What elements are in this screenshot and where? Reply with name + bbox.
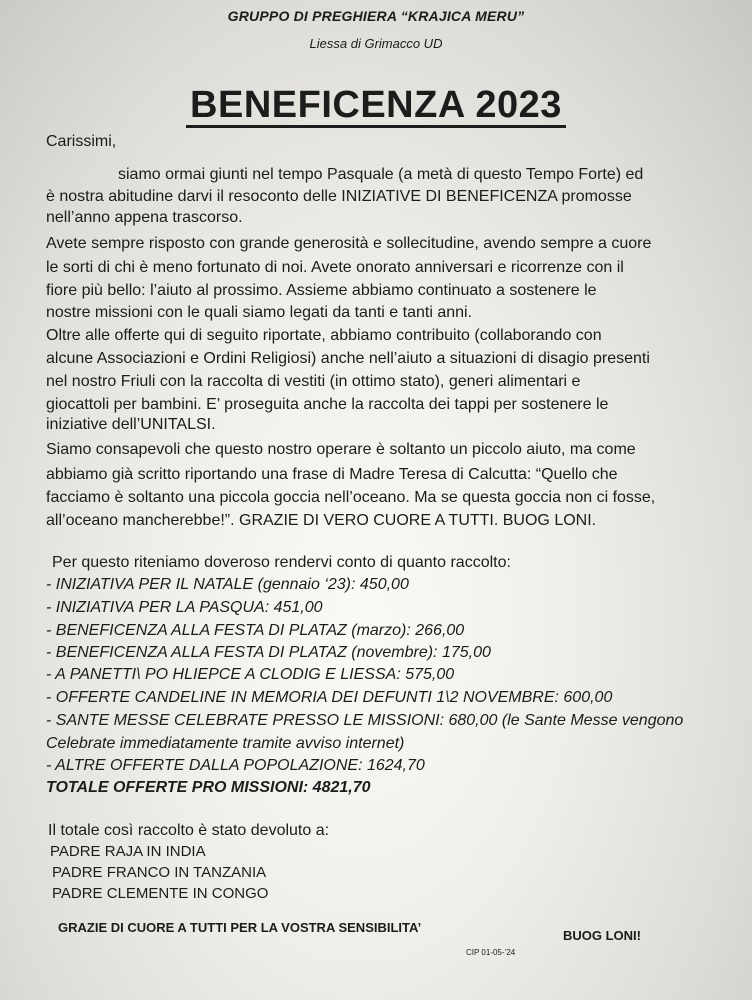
recipient: PADRE FRANCO IN TANZANIA <box>52 864 267 881</box>
closing-buog-loni: BUOG LONI! <box>563 928 641 943</box>
body-line: alcune Associazioni e Ordini Religiosi) anche nell’aiuto a situazioni di disagio presenti <box>46 350 650 367</box>
offering-item: - BENEFICENZA ALLA FESTA DI PLATAZ (marzo): 266,00 <box>46 622 465 639</box>
body-line: Oltre alle offerte qui di seguito riportate, abbiamo contribuito (collaborando con <box>46 327 602 344</box>
offering-item: - ALTRE OFFERTE DALLA POPOLAZIONE: 1624,70 <box>46 757 425 774</box>
body-line: nell’anno appena trascorso. <box>46 209 243 226</box>
closing-thanks: GRAZIE DI CUORE A TUTTI PER LA VOSTRA SENSIBILITA’ <box>58 920 422 935</box>
destination-intro: Il totale così raccolto è stato devoluto a: <box>48 822 330 839</box>
cip-note: CIP 01-05-’24 <box>466 948 516 957</box>
salutation: Carissimi, <box>46 133 117 150</box>
body-line: Avete sempre risposto con grande generosità e sollecitudine, avendo sempre a cuore <box>46 235 652 252</box>
body-line: Siamo consapevoli che questo nostro operare è soltanto un piccolo aiuto, ma come <box>46 441 636 458</box>
body-line: fiore più bello: l’aiuto al prossimo. Assieme abbiamo continuato a sostenere le <box>46 282 597 299</box>
title-text: BENEFICENZA 2023 <box>186 85 566 128</box>
offering-item: - BENEFICENZA ALLA FESTA DI PLATAZ (novembre): 175,00 <box>46 644 491 661</box>
body-line: le sorti di chi è meno fortunato di noi. Avete onorato anniversari e ricorrenze con il <box>46 259 624 276</box>
body-line: abbiamo già scritto riportando una frase di Madre Teresa di Calcutta: “Quello che <box>46 466 618 483</box>
body-line: nostre missioni con le quali siamo legati da tanti e tanti anni. <box>46 304 473 321</box>
body-line: facciamo è soltanto una piccola goccia nell’oceano. Ma se questa goccia non ci fosse, <box>46 489 656 506</box>
body-line: è nostra abitudine darvi il resoconto delle INIZIATIVE DI BENEFICENZA promosse <box>46 188 632 205</box>
body-line: iniziative dell’UNITALSI. <box>46 416 216 433</box>
offering-item: - A PANETTI\ PO HLIEPCE A CLODIG E LIESSA: 575,00 <box>46 666 455 683</box>
group-name: GRUPPO DI PREGHIERA “KRAJICA MERU” <box>227 8 525 24</box>
body-line: giocattoli per bambini. E’ proseguita anche la raccolta dei tappi per sostenere le <box>46 396 609 413</box>
location: Liessa di Grimacco UD <box>309 36 443 51</box>
recipient: PADRE RAJA IN INDIA <box>50 843 206 860</box>
offering-item: - OFFERTE CANDELINE IN MEMORIA DEI DEFUNTI 1\2 NOVEMBRE: 600,00 <box>46 689 613 706</box>
body-line: siamo ormai giunti nel tempo Pasquale (a metà di questo Tempo Forte) ed <box>118 166 644 183</box>
page-title <box>0 84 752 128</box>
body-line: all’oceano mancherebbe!”. GRAZIE DI VERO CUORE A TUTTI. BUOG LONI. <box>46 512 597 529</box>
list-intro: Per questo riteniamo doveroso rendervi conto di quanto raccolto: <box>52 554 511 571</box>
offering-item: - INIZIATIVA PER IL NATALE (gennaio ‘23): 450,00 <box>46 576 409 593</box>
body-line: nel nostro Friuli con la raccolta di vestiti (in ottimo stato), generi alimentari e <box>46 373 581 390</box>
offering-item: - SANTE MESSE CELEBRATE PRESSO LE MISSIONI: 680,00 (le Sante Messe vengono <box>46 712 684 729</box>
offering-item: - INIZIATIVA PER LA PASQUA: 451,00 <box>46 599 323 616</box>
total-offerings: TOTALE OFFERTE PRO MISSIONI: 4821,70 <box>46 779 371 796</box>
offering-item-continuation: Celebrate immediatamente tramite avviso internet) <box>46 735 405 752</box>
recipient: PADRE CLEMENTE IN CONGO <box>52 885 269 902</box>
